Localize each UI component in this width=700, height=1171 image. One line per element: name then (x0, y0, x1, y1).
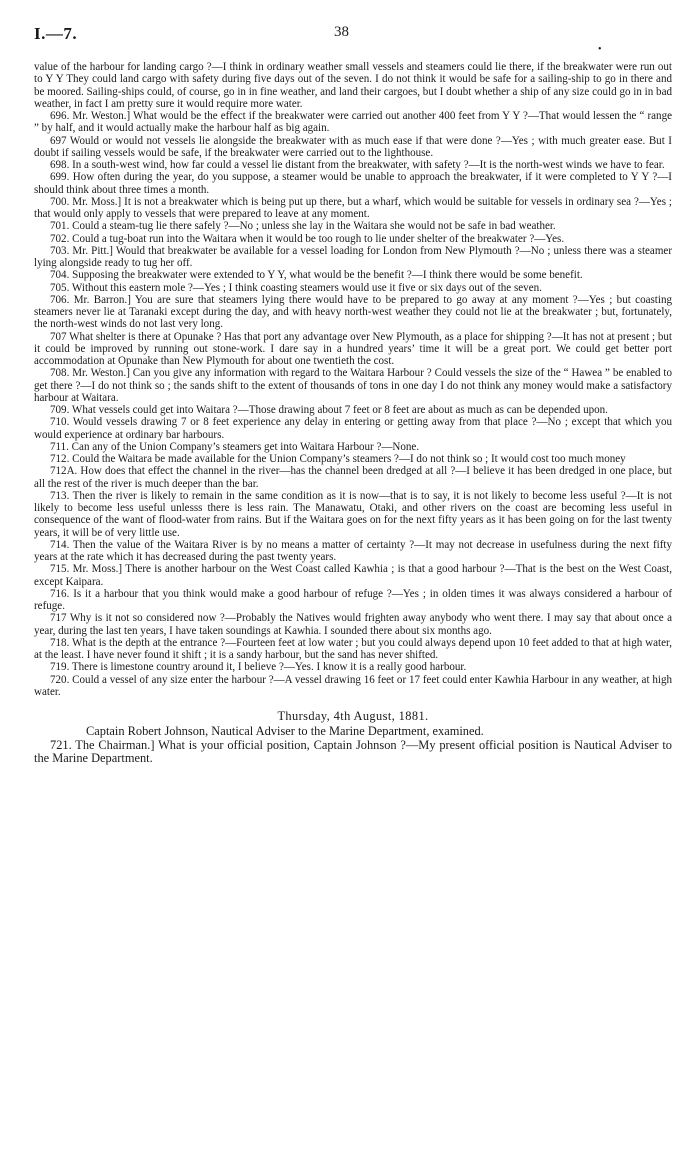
session-date: Thursday, 4th August, 1881. (277, 709, 429, 723)
page-number: 38 (334, 24, 349, 40)
paragraph-700: 700. Mr. Moss.] It is not a breakwater which is being put up there, but a wharf, which would be suitable for vessels in ordinary sea ?—Yes ; that would only apply to vessels that were prepared to leave at any moment. (34, 195, 672, 220)
paragraph-703: 703. Mr. Pitt.] Would that breakwater be available for a vessel loading for London from New Plymouth ?—No ; unless there was a steamer lying alongside ready to tug her off. (34, 244, 672, 269)
paragraph-714: 714. Then the value of the Waitara River is by no means a matter of certainty ?—It may not decrease in usefulness during the next fifty years at the rate which it has decreased during the past twenty years. (34, 538, 672, 563)
paragraph-708: 708. Mr. Weston.] Can you give any information with regard to the Waitara Harbour ? Could vessels the size of the “ Hawea ” be enabled to get there ?—I do not think so ; the sands shift to the extent of thousands of tons in one day I do not think any money would make a satisfactory harbour at Waitara. (34, 367, 672, 404)
paragraph-720: 720. Could a vessel of any size enter the harbour ?—A vessel drawing 16 feet or 17 feet could enter Kawhia Harbour in any weather, at high water. (34, 673, 672, 698)
paragraph-712a: 712A. How does that effect the channel in the river—has the channel been dredged at all ?—I believe it has been dredged in one place, but all the rest of the river is much deeper than the bar. (34, 465, 672, 490)
paragraph-706: 706. Mr. Barron.] You are sure that steamers lying there would have to be prepared to go away at any moment ?—Yes ; but coasting steamers never lie at Taranaki except during the day, and with heavy north-west weather they could not lie at the breakwater ; but, fortunately, the north-west winds do not last very long. (34, 293, 672, 331)
paragraph-704: 704. Supposing the breakwater were extended to Y Y, what would be the benefit ?—I think there would be some benefit. (50, 269, 583, 282)
paper-reference: I.—7. (34, 24, 78, 43)
paragraph-721: 721. The Chairman.] What is your official position, Captain Johnson ?—My present official position is Nautical Adviser to the Marine Department. (34, 737, 672, 766)
paragraph-716: 716. Is it a harbour that you think would make a good harbour of refuge ?—Yes ; in olden times it was always considered a harbour of refuge. (34, 587, 672, 612)
paragraph-713: 713. Then the river is likely to remain in the same condition as it is now—that is to say, it is not likely to become less useful ?—It is not likely to become less useful unlesss there is less rain. The Manawatu, Otaki, and other rivers on the coast are becoming less useful in consequence of the want of flood-water from rains. But if the Waitara goes on for the next fifty years as it has been going on for the last twenty years, it will be of very little use. (34, 489, 672, 539)
evidence-text (34, 61, 672, 766)
paragraph-707: 707 What shelter is there at Opunake ? Has that port any advantage over New Plymouth, as a place for shipping ?—It has not at present ; but it could be improved by running out stone-work. I dare say in a hundred years’ time it will be a great port. We could get better port accommodation at Opunake than New Plymouth for about one twentieth the cost. (34, 330, 672, 367)
paragraph-710: 710. Would vessels drawing 7 or 8 feet experience any delay in entering or getting away from that place ?—No ; except that which you would experience at ordinary bar harbours. (34, 416, 672, 441)
margin-mark: • (598, 44, 602, 55)
paragraph-705: 705. Without this eastern mole ?—Yes ; I think coasting steamers would use it five or six days out of the seven. (50, 281, 542, 294)
paragraph-697: 697 Would or would not vessels lie alongside the breakwater with as much ease if that were done ?—Yes ; with much greater ease. But I doubt if sailing vessels would be safe, if the breakwater were carried out to the lighthouse. (34, 134, 672, 159)
witness-examined-line: Captain Robert Johnson, Nautical Adviser to the Marine Department, examined. (86, 724, 484, 739)
paragraph-717: 717 Why is it not so considered now ?—Probably the Natives would frighten away anybody who went there. I may say that about once a year, during the last ten years, I have taken soundings at Kawhia. I sounded there about six months ago. (34, 612, 672, 637)
paragraph-712: 712. Could the Waitara be made available for the Union Company’s steamers ?—I do not think so ; It would cost too much money (50, 453, 626, 465)
paragraph-711: 711. Can any of the Union Company’s steamers get into Waitara Harbour ?—None. (50, 440, 420, 453)
paragraph-699: 699. How often during the year, do you suppose, a steamer would be unable to approach the breakwater, if it were completed to Y Y ?—I should think about three times a month. (34, 171, 672, 196)
paragraph-709: 709. What vessels could get into Waitara ?—Those drawing about 7 feet or 8 feet are about as much as can be depended upon. (50, 404, 608, 416)
paragraph-698: 698. In a south-west wind, how far could a vessel lie distant from the breakwater, with safety ?—It is the north-west winds we have to fear. (50, 159, 665, 171)
paragraph-715: 715. Mr. Moss.] There is another harbour on the West Coast called Kawhia ; is that a good harbour ?—That is the best on the West Coast, except Kaipara. (34, 563, 672, 588)
paragraph-702: 702. Could a tug-boat run into the Waitara when it would be too rough to lie under shelter of the breakwater ?—Yes. (50, 232, 565, 245)
paragraph-701: 701. Could a steam-tug lie there safely ?—No ; unless she lay in the Waitara she would not be safe in bad weather. (50, 220, 556, 233)
paragraph-continued: value of the harbour for landing cargo ?—I think in ordinary weather small vessels and steamers could lie there, if the breakwater were run out to Y Y They could land cargo with safety during five days out of the seven. I do not think it would be safe for a sailing-ship to go in there and be moored. Sailing-ships could, of course, go in in fine weather, and land their cargoes, but I doubt whether a ship of any size could go in in bad weather, in fact I am pretty sure it would require more water. (34, 61, 672, 110)
paragraph-696: 696. Mr. Weston.] What would be the effect if the breakwater were carried out another 400 feet from Y Y ?—That would lessen the “ range ” by half, and it would actually make the harbour half as big again. (34, 110, 672, 135)
paragraph-718: 718. What is the depth at the entrance ?—Fourteen feet at low water ; but you could always depend upon 10 feet added to that at high water, at the least. I have never found it shift ; it is a sandy harbour, but the sand has never shifted. (34, 636, 672, 661)
paragraph-719: 719. There is limestone country around it, I believe ?—Yes. I know it is a really good harbour. (50, 661, 467, 674)
